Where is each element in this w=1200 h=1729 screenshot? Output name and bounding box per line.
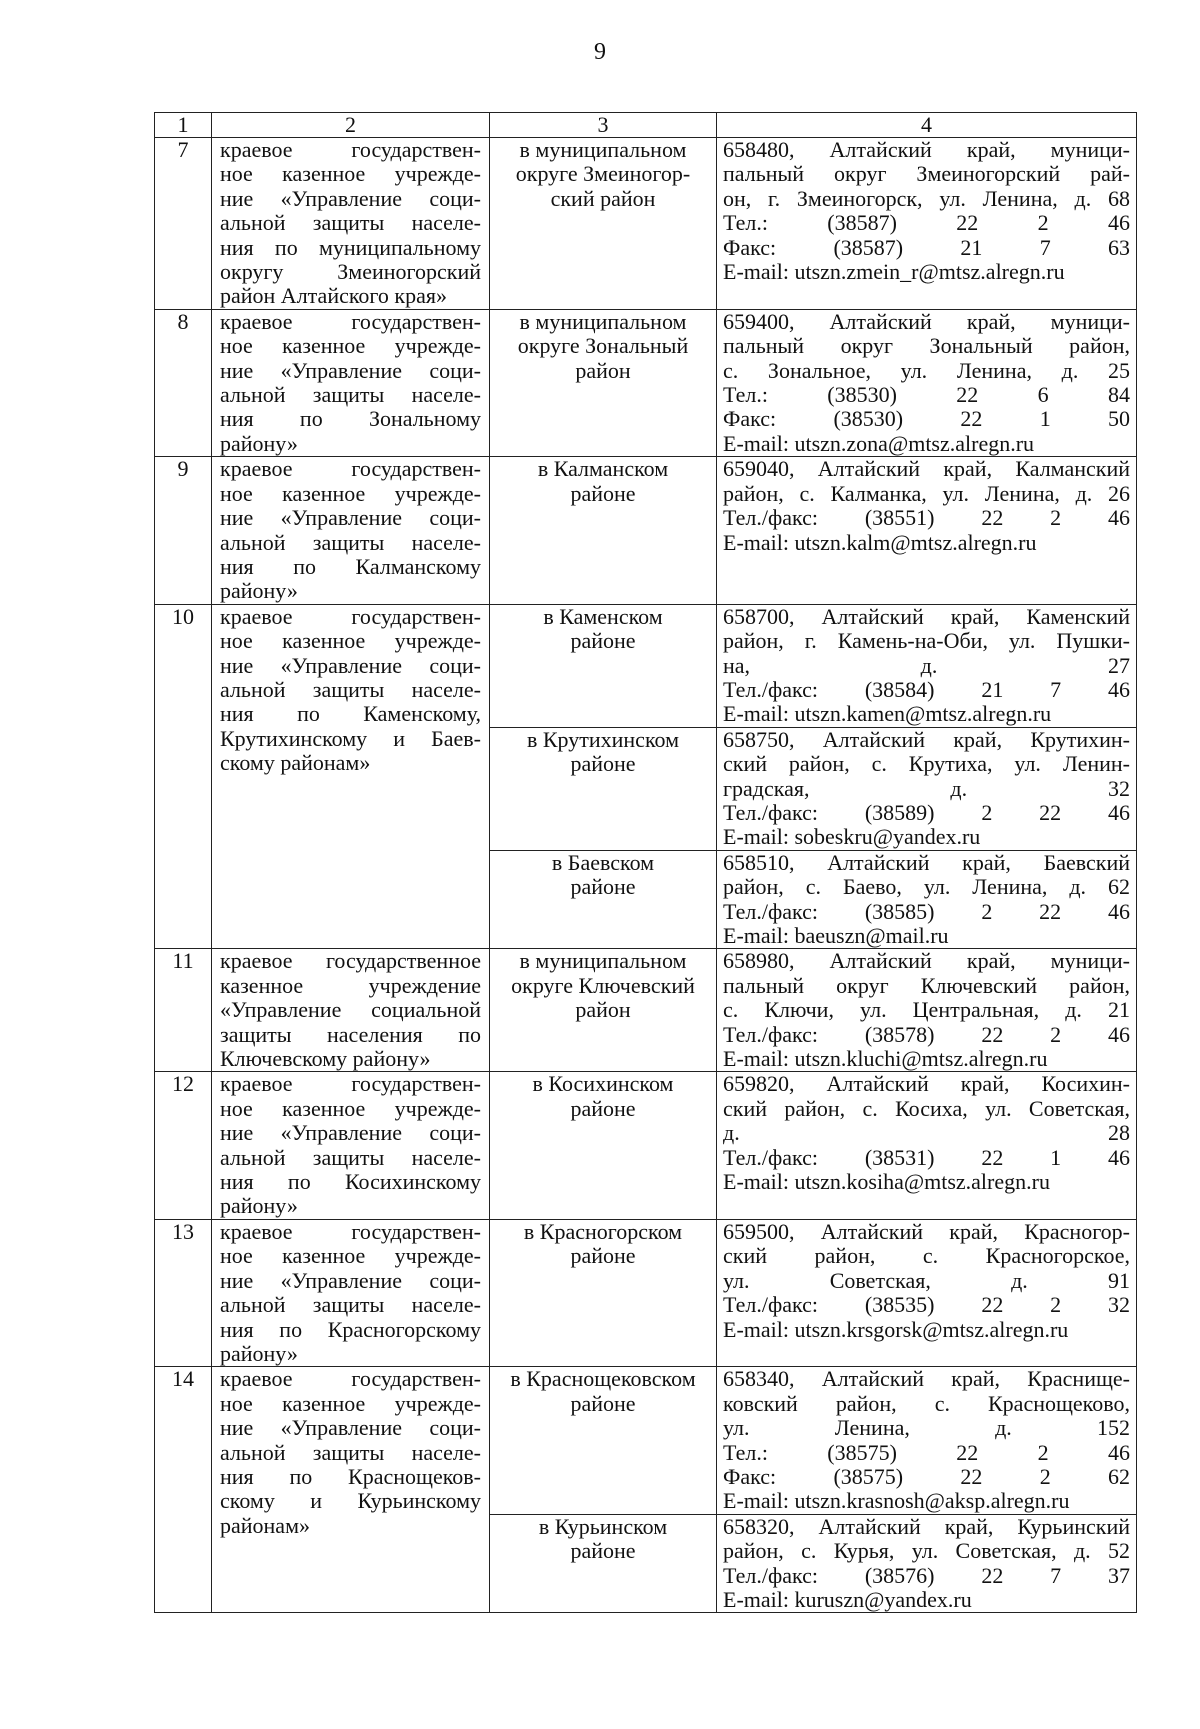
text-line: районе [570,1096,636,1121]
text-line: округе Змеиногор- [515,162,691,187]
table-row [155,604,1137,727]
institution-name [212,1367,490,1613]
text-line: Тел./факс: (38576) 22 7 37 [723,1563,1130,1588]
text-line: району» [220,579,298,604]
text-line: альной защиты населе- [220,1440,481,1465]
text-line: район, с. Калманка, ул. Ленина, д. 26 [723,481,1130,506]
text-line: ул. Советская, д. 91 [723,1268,1130,1293]
text-line: район Алтайского края» [220,284,447,309]
text-line: ния по Калманскому [220,554,481,579]
text-line: районе [570,875,636,900]
text-line: району» [220,1341,298,1366]
text-line: ние «Управление соци- [220,653,481,678]
text-line: районам» [220,1513,310,1538]
text-line: защиты населения по [220,1022,481,1047]
text-line: округе Ключевский [511,973,695,998]
service-area [490,457,717,604]
text-line: E-mail: kuruszn@yandex.ru [723,1587,972,1612]
text-line: Тел.: (38530) 22 6 84 [723,383,1130,408]
text-line: ский район [550,186,656,211]
text-line: в муниципальном [519,138,687,162]
service-area [490,727,717,850]
text-line: Тел.: (38575) 22 2 46 [723,1440,1130,1465]
text-line: на, д. 27 [723,653,1130,678]
text-line: он, г. Змеиногорск, ул. Ленина, д. 68 [723,186,1130,211]
institution-name [212,1072,490,1219]
text-line: ковский район, с. Краснощеково, [723,1391,1130,1416]
service-area [490,1514,717,1613]
text-line: 659400, Алтайский край, муници- [723,309,1130,334]
text-line: ние «Управление соци- [220,1416,481,1441]
text-line: 658320, Алтайский край, Курьинский [723,1514,1130,1539]
text-line: E-mail: utszn.zmein_r@mtsz.alregn.ru [723,260,1065,285]
text-line: району» [220,1194,298,1219]
text-line: скому и Курьинскому [220,1489,481,1514]
header-col-4: 4 [717,113,1137,138]
institution-name [212,309,490,456]
text-line: Тел./факс: (38578) 22 2 46 [723,1022,1130,1047]
text-line: ние «Управление соци- [220,506,481,531]
row-number: 7 [155,138,212,310]
row-number: 14 [155,1367,212,1613]
text-line: 658980, Алтайский край, муници- [723,949,1130,974]
service-area [490,949,717,1072]
text-line: 658340, Алтайский край, Краснище- [723,1367,1130,1392]
text-line: Тел./факс: (38535) 22 2 32 [723,1293,1130,1318]
service-area [490,309,717,456]
text-line: краевое государствен- [220,604,481,629]
table-row [155,138,1137,310]
text-line: E-mail: utszn.kamen@mtsz.alregn.ru [723,702,1052,727]
service-area [490,1219,717,1366]
header-col-3: 3 [490,113,717,138]
table-row [155,1219,1137,1366]
text-line: 658480, Алтайский край, муници- [723,138,1130,162]
page-number: 9 [594,39,606,65]
text-line: краевое государствен- [220,1072,481,1097]
header-col-1: 1 [155,113,212,138]
text-line: ное казенное учрежде- [220,1244,481,1269]
text-line: 659040, Алтайский край, Калманский [723,457,1130,482]
service-area [490,138,717,310]
institution-name [212,457,490,604]
text-line: район, с. Баево, ул. Ленина, д. 62 [723,875,1130,900]
text-line: E-mail: utszn.zona@mtsz.alregn.ru [723,431,1035,456]
text-line: в муниципальном [519,949,687,974]
text-line: краевое государствен- [220,138,481,162]
service-area [490,1072,717,1219]
institution-name [212,949,490,1072]
text-line: краевое государствен- [220,1367,481,1392]
contact-info [717,949,1137,1072]
text-line: в Косихинском [532,1072,674,1097]
header-col-2: 2 [212,113,490,138]
text-line: в муниципальном [519,309,687,334]
text-line: ния по Краснощеков- [220,1464,481,1489]
institution-name [212,604,490,949]
row-number: 12 [155,1072,212,1219]
text-line: с. Зональное, ул. Ленина, д. 25 [723,358,1130,383]
text-line: альной защиты населе- [220,211,481,236]
text-line: ние «Управление соци- [220,358,481,383]
text-line: д. 28 [723,1121,1130,1146]
text-line: районе [570,1539,636,1564]
contact-info [717,850,1137,949]
text-line: пальный округ Ключевский район, [723,973,1130,998]
row-number: 11 [155,949,212,1072]
text-line: в Курьинском [538,1514,668,1539]
text-line: районе [570,1391,636,1416]
contact-info [717,1072,1137,1219]
text-line: районе [570,752,636,777]
table-row [155,457,1137,604]
text-line: E-mail: utszn.krsgorsk@mtsz.alregn.ru [723,1317,1069,1342]
text-line: Ключевскому району» [220,1047,431,1072]
text-line: ский район, с. Красногорское, [723,1244,1130,1269]
text-line: 658700, Алтайский край, Каменский [723,604,1130,629]
row-number: 13 [155,1219,212,1366]
contact-info [717,1219,1137,1366]
text-line: Тел./факс: (38531) 22 1 46 [723,1145,1130,1170]
text-line: краевое государствен- [220,457,481,482]
text-line: альной защиты населе- [220,383,481,408]
text-line: Факс: (38587) 21 7 63 [723,235,1130,260]
contact-info [717,727,1137,850]
text-line: ния по Зональному [220,407,481,432]
text-line: району» [220,431,298,456]
text-line: ул. Ленина, д. 152 [723,1416,1130,1441]
contact-info [717,1514,1137,1613]
contact-info [717,1367,1137,1514]
service-area [490,604,717,727]
text-line: Тел.: (38587) 22 2 46 [723,211,1130,236]
table-header-row [155,113,1137,138]
text-line: градская, д. 32 [723,776,1130,801]
table-row [155,1367,1137,1514]
text-line: Крутихинскому и Баев- [220,726,481,751]
contact-info [717,457,1137,604]
text-line: казенное учреждение [220,973,481,998]
row-number: 8 [155,309,212,456]
text-line: ние «Управление соци- [220,1268,481,1293]
text-line: ния по Косихинскому [220,1170,481,1195]
text-line: пальный округ Змеиногорский рай- [723,162,1130,187]
text-line: альной защиты населе- [220,1145,481,1170]
text-line: районе [570,1244,636,1269]
text-line: ное казенное учрежде- [220,1096,481,1121]
text-line: в Каменском [543,604,663,629]
text-line: «Управление социальной [220,998,481,1023]
text-line: E-mail: utszn.kalm@mtsz.alregn.ru [723,530,1037,555]
text-line: в Красногорском [523,1219,683,1244]
text-line: ский район, с. Крутиха, ул. Ленин- [723,752,1130,777]
text-line: ский район, с. Косиха, ул. Советская, [723,1096,1130,1121]
contact-info [717,604,1137,727]
text-line: пальный округ Зональный район, [723,334,1130,359]
institutions-table [154,112,1137,1613]
text-line: альной защиты населе- [220,677,481,702]
text-line: ние «Управление соци- [220,186,481,211]
text-line: ния по Красногорскому [220,1317,481,1342]
text-line: Факс: (38530) 22 1 50 [723,407,1130,432]
text-line: Тел./факс: (38585) 2 22 46 [723,899,1130,924]
institution-name [212,138,490,310]
text-line: 658750, Алтайский край, Крутихин- [723,727,1130,752]
text-line: Факс: (38575) 22 2 62 [723,1464,1130,1489]
text-line: округу Змеиногорский [220,260,481,285]
text-line: в Крутихинском [526,727,680,752]
text-line: район [575,358,631,383]
text-line: районе [570,481,636,506]
text-line: район, г. Камень-на-Оби, ул. Пушки- [723,629,1130,654]
text-line: Тел./факс: (38584) 21 7 46 [723,677,1130,702]
table-row [155,309,1137,456]
service-area [490,1367,717,1514]
text-line: в Краснощековском [510,1367,696,1392]
row-number: 10 [155,604,212,949]
text-line: в Баевском [551,850,655,875]
text-line: краевое государствен- [220,309,481,334]
text-line: район, с. Курья, ул. Советская, д. 52 [723,1539,1130,1564]
row-number: 9 [155,457,212,604]
text-line: ное казенное учрежде- [220,629,481,654]
text-line: Тел./факс: (38589) 2 22 46 [723,800,1130,825]
text-line: альной защиты населе- [220,1293,481,1318]
contact-info [717,309,1137,456]
text-line: ное казенное учрежде- [220,1391,481,1416]
table-row [155,1072,1137,1219]
text-line: краевое государственное [220,949,481,974]
contact-info [717,138,1137,310]
text-line: E-mail: utszn.kluchi@mtsz.alregn.ru [723,1047,1048,1072]
text-line: районе [570,629,636,654]
text-line: в Калманском [537,457,669,482]
text-line: альной защиты населе- [220,530,481,555]
institution-name [212,1219,490,1366]
text-line: ное казенное учрежде- [220,334,481,359]
text-line: ное казенное учрежде- [220,481,481,506]
text-line: E-mail: utszn.krasnosh@aksp.alregn.ru [723,1489,1070,1514]
text-line: E-mail: sobeskru@yandex.ru [723,825,981,850]
text-line: Тел./факс: (38551) 22 2 46 [723,506,1130,531]
table-row [155,949,1137,1072]
text-line: E-mail: baeuszn@mail.ru [723,924,949,948]
text-line: скому районам» [220,751,371,776]
text-line: 659500, Алтайский край, Красногор- [723,1219,1130,1244]
text-line: район [575,998,631,1023]
text-line: ния по Каменскому, [220,702,481,727]
text-line: ние «Управление соци- [220,1121,481,1146]
text-line: краевое государствен- [220,1219,481,1244]
text-line: E-mail: utszn.kosiha@mtsz.alregn.ru [723,1170,1050,1195]
text-line: 659820, Алтайский край, Косихин- [723,1072,1130,1097]
text-line: ное казенное учрежде- [220,162,481,187]
text-line: ния по муниципальному [220,235,481,260]
text-line: округе Зональный [517,334,689,359]
service-area [490,850,717,949]
text-line: с. Ключи, ул. Центральная, д. 21 [723,998,1130,1023]
text-line: 658510, Алтайский край, Баевский [723,850,1130,875]
